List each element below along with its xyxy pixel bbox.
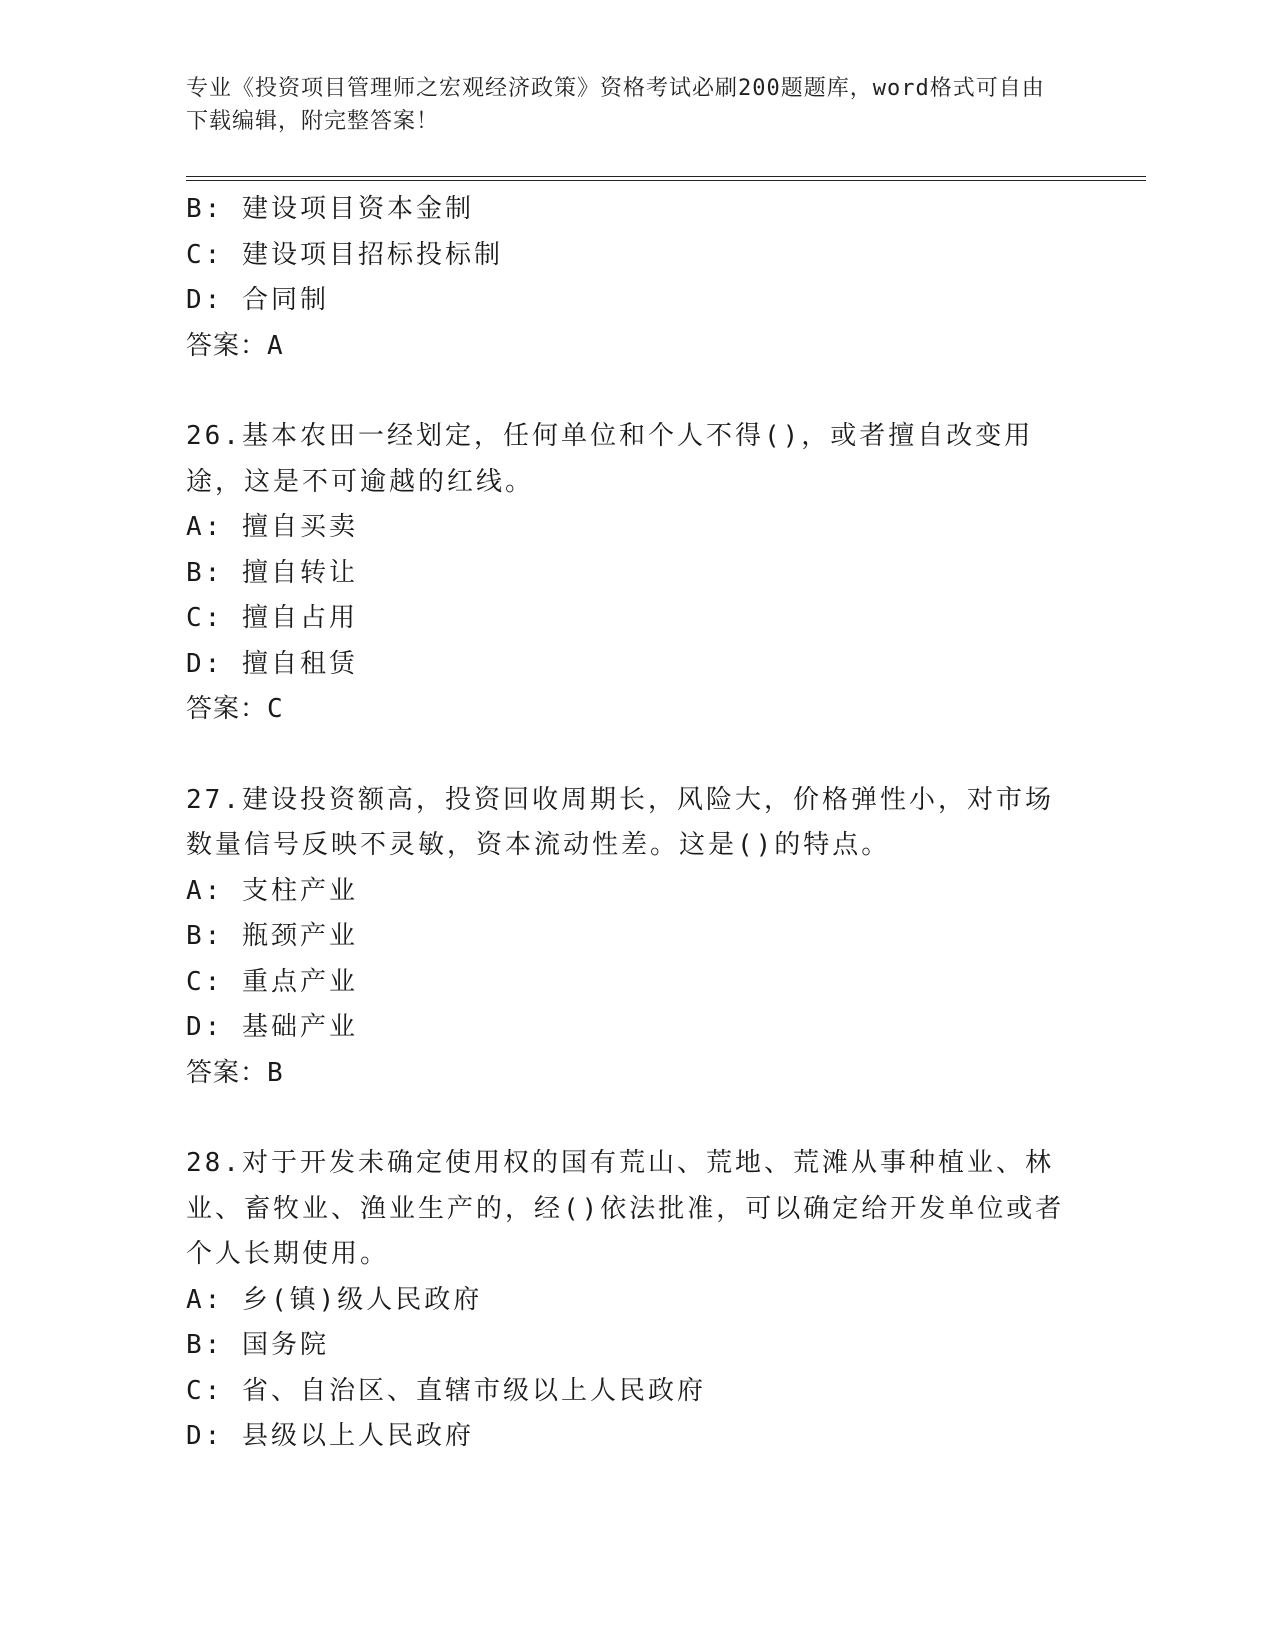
answer-value: A: [267, 330, 284, 361]
option-a: A: 乡(镇)级人民政府: [186, 1284, 483, 1315]
answer-line: [186, 324, 1086, 370]
option-b: B: 建设项目资本金制: [186, 194, 474, 224]
option-a: A: 擅自买卖: [186, 512, 358, 542]
divider-line-bottom: [186, 180, 1146, 181]
option-d: D: 基础产业: [186, 1012, 358, 1042]
option-d: D: 擅自租赁: [186, 648, 358, 679]
option-b: B: 擅自转让: [186, 557, 358, 588]
answer-line: [186, 687, 1086, 733]
question-block-26: [186, 414, 1086, 733]
option-d: D: 合同制: [186, 285, 329, 315]
question-block-28: [186, 1141, 1086, 1460]
answer-line: [186, 1051, 1086, 1097]
option-c: C: 擅自占用: [186, 603, 358, 633]
page-header: 专业《投资项目管理师之宏观经济政策》资格考试必刷200题题库，word格式可自由下载编辑，附完整答案！: [186, 76, 1045, 134]
option-b: B: 瓶颈产业: [186, 921, 358, 951]
answer-value: B: [267, 1057, 284, 1088]
spacer: [186, 369, 1086, 414]
option-c: C: 重点产业: [186, 966, 358, 997]
option-d: D: 县级以上人民政府: [186, 1421, 474, 1451]
option-a: A: 支柱产业: [186, 875, 358, 906]
answer-label: 答案：: [186, 330, 268, 361]
option-b: B: 国务院: [186, 1330, 329, 1360]
answer-label: 答案：: [186, 694, 268, 724]
header-divider: [186, 176, 1146, 182]
answer-label: 答案：: [186, 1057, 268, 1088]
answer-value: C: [267, 694, 284, 724]
question-stem: 27.建设投资额高，投资回收周期长，风险大，价格弹性小，对市场数量信号反映不灵敏，资本流动性差。这是()的特点。: [186, 784, 1054, 860]
question-block-25: [186, 187, 1086, 369]
option-c: C: 建设项目招标投标制: [186, 239, 503, 270]
option-c: C: 省、自治区、直辖市级以上人民政府: [186, 1375, 706, 1406]
question-block-27: [186, 778, 1086, 1097]
divider-line-top: [186, 176, 1146, 177]
spacer: [186, 733, 1086, 778]
question-stem: 28.对于开发未确定使用权的国有荒山、荒地、荒滩从事种植业、林业、畜牧业、渔业生产的，经()依法批准，可以确定给开发单位或者个人长期使用。: [186, 1148, 1065, 1269]
question-stem: 26.基本农田一经划定，任何单位和个人不得()，或者擅自改变用途，这是不可逾越的红线。: [186, 421, 1034, 497]
question-content: [186, 187, 1086, 1460]
spacer: [186, 1096, 1086, 1141]
